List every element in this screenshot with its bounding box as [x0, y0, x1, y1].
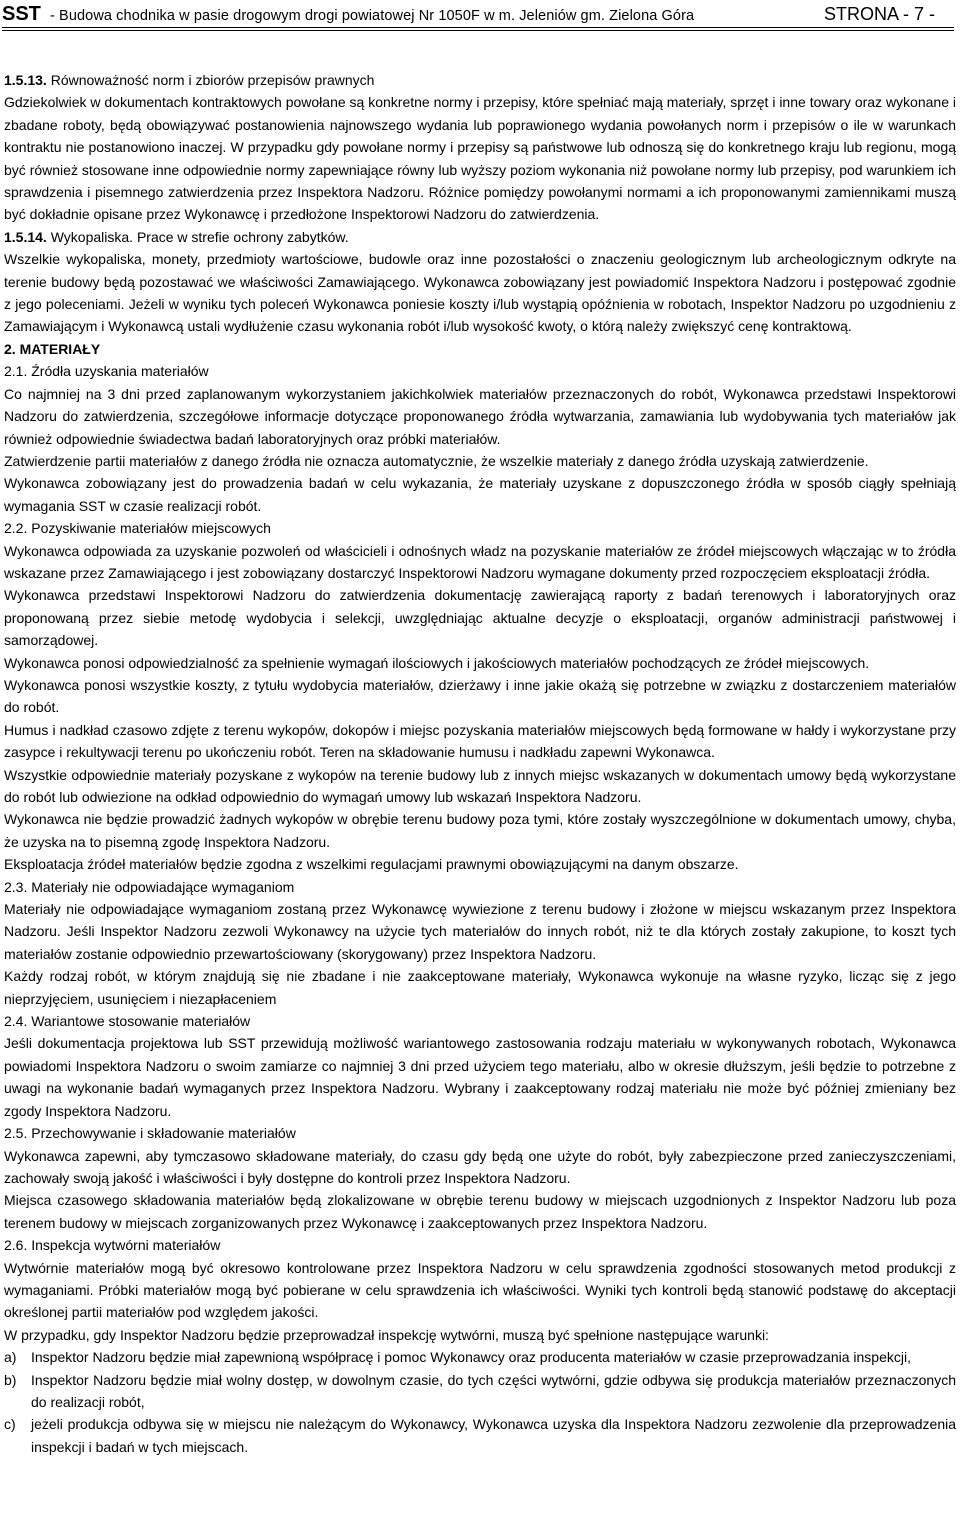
section-title: Równoważność norm i zbiorów przepisów prawnych — [50, 72, 375, 88]
paragraph: Każdy rodzaj robót, w którym znajdują się nie zbadane i nie zaakceptowane materiały, Wykonawca wykonuje na własne ryzyko, licząc się z jego nieprzyjęciem, usunięciem i niezapłaceniem — [4, 968, 956, 1007]
paragraph: Co najmniej na 3 dni przed zaplanowanym wykorzystaniem jakichkolwiek materiałów przeznaczonych do robót, Wykonawca przedstawi Inspektorowi Nadzoru do zatwierdzenia, szczegółowe informacje dotyczące proponowanego źródła wytwarzania, zamawiania lub wydobywania tych materiałów jak również odpowiednie świadectwa badań laboratoryjnych oraz próbki materiałów. — [4, 385, 956, 447]
paragraph: Wykonawca odpowiada za uzyskanie pozwoleń od właścicieli i odnośnych władz na pozyskanie materiałów ze źródeł miejscowych włączając w to źródła wskazane przez Zamawiającego i jest zobowiązany dostarczyć Inspektorowi Nadzoru wymagane dokumenty przed rozpoczęciem eksploatacji źródła. — [4, 542, 956, 581]
paragraph: Wykonawca przedstawi Inspektorowi Nadzoru do zatwierdzenia dokumentację zawierającą raporty z badań terenowych i laboratoryjnych oraz proponowaną przez siebie metodę wydobycia i selekcji, uwzględniając aktualne decyzje o eksploatacji, organów administracji państwowej i samorządowej. — [4, 587, 956, 649]
header-rule-second — [2, 30, 954, 31]
paragraph-text: Wykonawca zobowiązany jest powiadomić Inspektora Nadzoru i postępować zgodnie z jego poleceniami. — [4, 273, 956, 313]
header-sst: SST — [2, 3, 41, 25]
list-item-label: a) — [4, 1349, 17, 1366]
paragraph: Wykonawca zobowiązany jest do prowadzenia badań w celu wykazania, że materiały uzyskane z dopuszczonego źródła w sposób ciągły spełniają wymagania SST w czasie realizacji robót. — [4, 475, 956, 514]
list-item-text: jeżeli produkcja odbywa się w miejscu nie należącym do Wykonawcy, Wykonawca uzyska dla Inspektora Nadzoru zezwolenie dla przeprowadzenia inspekcji i badań w tych miejscach. — [31, 1416, 956, 1455]
list-item-text: Inspektor Nadzoru będzie miał zapewnioną współpracę i pomoc Wykonawcy oraz producenta materiałów w czasie przeprowadzania inspekcji, — [31, 1349, 911, 1366]
section-2-1-heading: 2.1. Źródła uzyskania materiałów — [4, 363, 209, 380]
paragraph: Wykonawca nie będzie prowadzić żadnych wykopów w obrębie terenu budowy poza tymi, które zostały wyszczególnione w dokumentach umowy, chyba, że uzyska na to pisemną zgodę Inspektora Nadzoru. — [4, 811, 956, 850]
section-2-heading: 2. MATERIAŁY — [4, 340, 101, 357]
list-item-text: Inspektor Nadzoru będzie miał wolny dostęp, w dowolnym czasie, do tych części wytwórni, gdzie odbywa się produkcja materiałów przeznaczonych do realizacji robót, — [31, 1371, 956, 1410]
document-body — [4, 69, 956, 1458]
paragraph: Wykonawca ponosi wszystkie koszty, z tytułu wydobycia materiałów, dzierżawy i inne jakie okażą się potrzebne w związku z dostarczeniem materiałów do robót. — [4, 676, 956, 716]
paragraph: Wytwórnie materiałów mogą być okresowo kontrolowane przez Inspektora Nadzoru w celu sprawdzenia zgodności stosowanych metod produkcji z wymaganiami. Próbki materiałów mogą być pobierane w celu sprawdzenia ich właściwości. Wyniki tych kontroli będą stanowić podstawę do akceptacji określonej partii materiałów pod względem jakości. — [4, 1259, 956, 1321]
paragraph-text: Wszelkie wykopaliska, monety, przedmioty wartościowe, budowle oraz inne pozostałości o znaczeniu geologicznym lub archeologicznym odkryte na terenie budowy będą pozostawać we właściwości Zamawiającego. — [4, 251, 956, 290]
paragraph — [4, 248, 956, 338]
section-number: 1.5.13. — [4, 72, 47, 88]
paragraph: Miejsca czasowego składowania materiałów będą zlokalizowane w obrębie terenu budowy w miejscach uzgodnionych z Inspektor Nadzoru lub poza terenem budowy w miejscach zorganizowanych przez Wykonawcę i zaakceptowanych przez Inspektora Nadzoru. — [4, 1192, 956, 1231]
paragraph: Humus i nadkład czasowo zdjęte z terenu wykopów, dokopów i miejsc pozyskania materiałów miejscowych będą formowane w hałdy i wykorzystane przy zasypce i rekultywacji terenu po ukończeniu robót. Teren na składowanie humusu i nadkładu zapewni Wykonawca. — [4, 721, 956, 761]
header-rule — [2, 27, 954, 28]
section-number: 1.5.14. — [4, 228, 47, 245]
list-item — [4, 1346, 956, 1368]
paragraph: W przypadku, gdy Inspektor Nadzoru będzie przeprowadzał inspekcję wytwórni, muszą być spełnione następujące warunki: — [4, 1326, 769, 1343]
header-title: - Budowa chodnika w pasie drogowym drogi powiatowej Nr 1050F w m. Jeleniów gm. Zielona Góra — [50, 8, 695, 24]
section-2-3-heading: 2.3. Materiały nie odpowiadające wymaganiom — [4, 878, 295, 895]
section-1-5-14-heading — [4, 226, 956, 248]
paragraph: Jeśli dokumentacja projektowa lub SST przewidują możliwość wariantowego zastosowania rodzaju materiału w wykonywanych robotach, Wykonawca powiadomi Inspektora Nadzoru o swoim zamiarze co najmniej 3 dni przed użyciem tego materiału, albo w okresie dłuższym, jeśli będzie to potrzebne z uwagi na wykonanie badań wymaganych przez Inspektora Nadzoru. Wybrany i zaakceptowany rodzaj materiału nie może być później zmieniany bez zgody Inspektora Nadzoru. — [4, 1035, 956, 1119]
page-number: STRONA - 7 - — [823, 4, 935, 24]
paragraph: Eksploatacja źródeł materiałów będzie zgodna z wszelkimi regulacjami prawnymi obowiązującymi na danym obszarze. — [4, 856, 739, 873]
section-title: Wykopaliska. Prace w strefie ochrony zabytków. — [50, 228, 349, 245]
list-item — [4, 1369, 956, 1414]
section-2-6-heading: 2.6. Inspekcja wytwórni materiałów — [4, 1237, 221, 1254]
paragraph: Wykonawca ponosi odpowiedzialność za spełnienie wymagań ilościowych i jakościowych materiałów pochodzących ze źródeł miejscowych. — [4, 654, 870, 671]
section-2-4-heading: 2.4. Wariantowe stosowanie materiałów — [4, 1013, 251, 1030]
list-item-label: c) — [4, 1416, 16, 1433]
paragraph: Wykonawca zapewni, aby tymczasowo składowane materiały, do czasu gdy będą one użyte do robót, były zabezpieczone przed zanieczyszczeniami, zachowały swoją jakość i właściwości i były dostępne do kontroli przez Inspektora Nadzoru. — [4, 1147, 956, 1186]
paragraph: Materiały nie odpowiadające wymaganiom zostaną przez Wykonawcę wywiezione z terenu budowy i złożone w miejscu wskazanym przez Inspektora Nadzoru. Jeśli Inspektor Nadzoru zezwoli Wykonawcy na użycie tych materiałów do innych robót, niż te dla których zostały zakupione, to koszt tych materiałów zostanie odpowiednio przewartościowany (skorygowany) przez Inspektora Nadzoru. — [4, 901, 956, 962]
section-1-5-13-heading — [4, 69, 956, 91]
paragraph: Wszystkie odpowiednie materiały pozyskane z wykopów na terenie budowy lub z innych miejsc wskazanych w dokumentach umowy będą wykorzystane do robót lub odwiezione na odkład odpowiednio do wymagań umowy lub wskazań Inspektora Nadzoru. — [4, 766, 956, 805]
section-2-2-heading: 2.2. Pozyskiwanie materiałów miejscowych — [4, 520, 271, 537]
paragraph: Zatwierdzenie partii materiałów z danego źródła nie oznacza automatycznie, że wszelkie materiały z danego źródła uzyskają zatwierdzenie. — [4, 452, 869, 469]
paragraph-text: Gdziekolwiek w dokumentach kontraktowych powołane są konkretne normy i przepisy, które spełniać mają materiały, sprzęt i inne towary oraz wykonane i zbadane roboty, będą obowiązywać postanowienia najnowszego wydania lub poprawionego wydania powołanych norm i przepisów o ile w warunkach kontraktu nie postanowiono inaczej. — [4, 94, 956, 156]
paragraph-text: Jeżeli w wyniku tych poleceń Wykonawca poniesie koszty i/lub wystąpią opóźnienia w robotach, Inspektor Nadzoru po uzgodnieniu z Zamawiającym i Wykonawcą ustali wydłużenie czasu wykonania robót i/lub wysokość kwoty, o którą należy zwiększyć cenę kontraktową. — [4, 296, 957, 335]
paragraph-text: W przypadku gdy powołane normy i przepisy są państwowe lub odnoszą się do konkretnego kraju lub regionu, mogą być również stosowane inne odpowiednie normy zapewniające równy lub wyższy poziom wykonania niż powołane normy lub przepisy, pod warunkiem ich sprawdzenia i pisemnego zatwierdzenia przez Inspektora Nadzoru. — [4, 139, 957, 201]
page-header — [2, 0, 957, 30]
list-item-label: b) — [4, 1371, 17, 1388]
list-item — [4, 1413, 956, 1458]
paragraph — [4, 91, 956, 225]
paragraph-text: Różnice pomiędzy powołanymi normami a ich proponowanymi zamiennikami muszą być dokładnie opisane przez Wykonawcę i przedłożone Inspektorowi Nadzoru do zatwierdzenia. — [4, 184, 956, 223]
section-2-5-heading: 2.5. Przechowywanie i składowanie materiałów — [4, 1125, 296, 1142]
